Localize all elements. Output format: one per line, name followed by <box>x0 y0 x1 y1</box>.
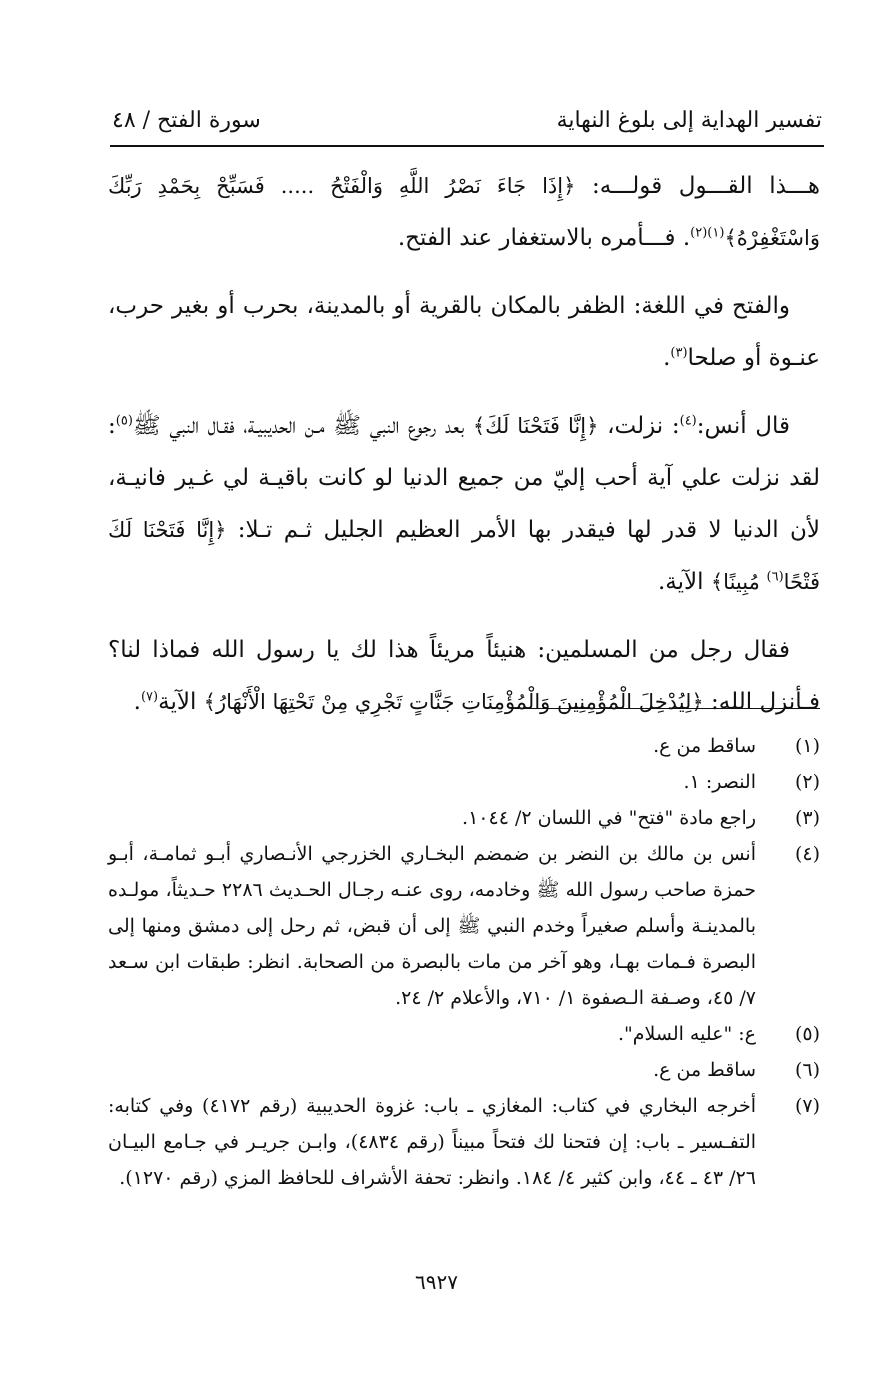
footnotes <box>108 728 820 1196</box>
quran-verse: ﴿إِنَّا فَتَحْنَا لَكَ فَتْحًا <box>108 518 820 594</box>
footnote-separator <box>515 708 820 709</box>
footnote-text: ساقط من ع. <box>653 735 756 757</box>
footnote-text: ساقط من ع. <box>653 1059 756 1081</box>
text: : نزلت، <box>598 413 680 439</box>
footnote-number: (٧) <box>794 1095 820 1117</box>
footnote-1 <box>108 728 820 764</box>
footnote-mark: (٣) <box>670 345 688 361</box>
footnote-mark: (٧) <box>140 689 159 705</box>
page-number: ٦٩٢٧ <box>415 1270 458 1294</box>
text: الآية. <box>658 569 711 595</box>
footnote-mark: (٥) <box>115 413 133 429</box>
footnote-2 <box>108 764 820 800</box>
footnote-text: أخرجه البخاري في كتاب: المغازي ـ باب: غزوة الحديبية (رقم ٤١٧٢) وفي كتابه: التفـسير ـ باب: إن فتحنا لك فتحاً مبيناً (رقم ٤٨٣٤)، وابـن جريـر في جـامع البيـان ٢٦/ ٤٣ ـ ٤٤، وابن كثير ٤/ ١٨٤. وانظر: تحفة الأشراف للحافظ المزي (رقم ١٢٧٠). <box>108 1095 757 1189</box>
text: بعد رجوع النبي ﷺ مـن الحديبيـة، فقـال النبي ﷺ <box>132 413 473 439</box>
footnote-5 <box>108 1016 820 1052</box>
footnote-text: النصر: ١. <box>683 771 756 793</box>
footnote-3 <box>108 800 820 836</box>
footnote-number: (٢) <box>794 771 820 793</box>
footnote-number: (٣) <box>794 807 820 829</box>
quran-verse: ﴿لِيُدْخِلَ الْمُؤْمِنِينَ وَالْمُؤْمِنَاتِ جَنَّاتٍ تَجْرِي مِنْ تَحْتِهَا الْأَنْهَارُ﴾ <box>203 690 704 714</box>
paragraph-1 <box>108 160 820 264</box>
text: الآية <box>158 689 204 715</box>
quran-verse: ﴿إِنَّا فَتَحْنَا لَكَ﴾ <box>472 414 599 438</box>
paragraph-2 <box>108 280 820 384</box>
footnote-text: أنس بن مالك بن النضر بن ضمضم البخـاري الخزرجي الأنـصاري أبـو ثمامـة، أبـو حمزة صاحب رسول الله ﷺ وخادمه، روى عنـه رجـال الحـديث ٢٢٨٦ حـديثاً، مولـده بالمدينـة وأسلم صغيراً وخدم النبي ﷺ إلى أن قبض، ثم رحل إلى دمشق ومنها إلى البصرة فـمات بهـا، وهو آخر من مات بالبصرة من الصحابة. انظر: طبقات ابن سـعد ٧/ ٤٥، وصـفة الـصفوة ١/ ٧١٠، والأعلام ٢/ ٢٤. <box>108 843 756 1009</box>
paragraph-4 <box>108 624 820 728</box>
footnote-7 <box>108 1088 820 1196</box>
text: . فـــأمره بالاستغفار عند الفتح. <box>397 225 691 251</box>
header-rule <box>110 145 824 147</box>
footnote-6 <box>108 1052 820 1088</box>
footnote-mark: (١)(٢) <box>690 225 725 241</box>
footnote-mark: (٤) <box>679 413 697 429</box>
text: هـــذا القـــول قولـــه: <box>575 173 820 199</box>
text: والفتح في اللغة: الظفر بالمكان بالقرية أو بالمدينة، بحرب أو بغير حرب، عنـوة أو صلحا <box>108 293 820 371</box>
surah-label: سورة الفتح / ٤٨ <box>112 107 261 133</box>
footnote-4 <box>108 836 820 1016</box>
text: فقال رجل من المسلمين: هنيئاً مريئاً هذا لك يا رسول الله فماذا لنا؟ فـأنزل الله: <box>108 637 820 715</box>
quran-verse: ﴿إِذَا جَاءَ نَصْرُ اللَّهِ وَالْفَتْحُ ..... فَسَبِّحْ بِحَمْدِ رَبِّكَ وَاسْتَغْفِرْهُ﴾ <box>108 174 820 250</box>
text: . <box>663 345 671 371</box>
paragraph-3 <box>108 400 820 608</box>
running-header <box>112 100 822 140</box>
text: : لقد نزلت علي آية أحب إليّ من جميع الدنيا لو كانت باقيـة لي غـير فانيـة، لأن الدنيا لا قدر لها فيقدر بها الأمر العظيم الجليل ثـم تـلا: <box>108 413 820 543</box>
footnote-text: ع: "عليه السلام". <box>617 1023 756 1045</box>
quran-verse: مُبِينًا﴾ <box>710 570 767 594</box>
footnote-number: (٦) <box>794 1059 820 1081</box>
footnote-number: (٤) <box>794 843 820 865</box>
footnote-text: راجع مادة "فتح" في اللسان ٢/ ١٠٤٤. <box>462 807 756 829</box>
text: . <box>133 689 141 715</box>
footnote-number: (١) <box>794 735 820 757</box>
text: قال أنس: <box>696 413 791 439</box>
main-text <box>108 160 820 744</box>
footnote-mark: (٦) <box>766 569 784 585</box>
footnote-number: (٥) <box>794 1023 820 1045</box>
book-title: تفسير الهداية إلى بلوغ النهاية <box>556 107 822 133</box>
